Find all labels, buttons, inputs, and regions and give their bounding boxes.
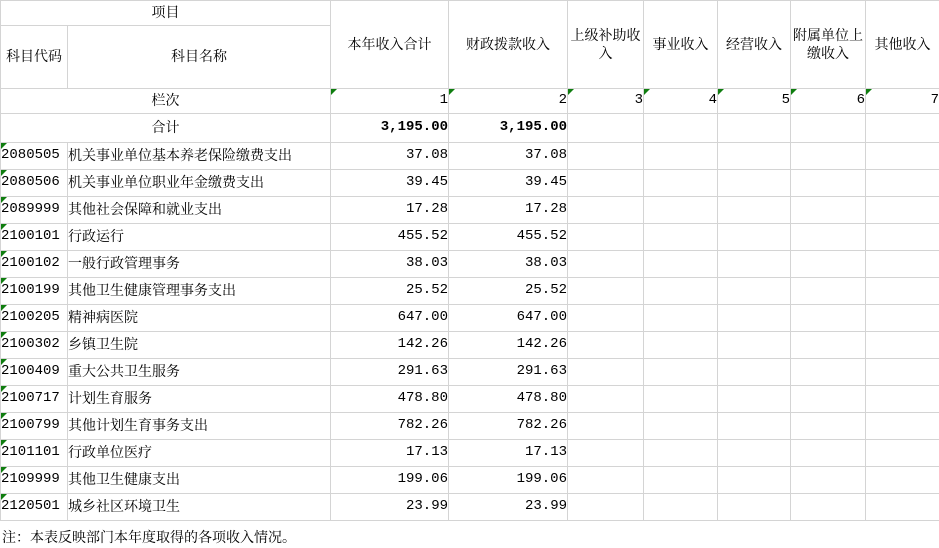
- cell-error-triangle-icon: [331, 89, 337, 95]
- value-cell: 478.80: [449, 386, 568, 413]
- value-cell: [791, 386, 866, 413]
- table-row: [1, 413, 939, 440]
- table-row: [1, 440, 939, 467]
- value-cell: 455.52: [449, 224, 568, 251]
- value-cell: [718, 278, 791, 305]
- value-cell: [568, 170, 644, 197]
- column-header-cell: 附属单位上缴收入: [791, 1, 866, 89]
- total-label-cell: 合计: [1, 114, 331, 143]
- value-cell: 17.28: [331, 197, 449, 224]
- subject-code-cell: 2120501: [1, 494, 68, 521]
- value-cell: 782.26: [449, 413, 568, 440]
- value-cell: [718, 413, 791, 440]
- value-cell: 37.08: [449, 143, 568, 170]
- value-cell: [791, 332, 866, 359]
- table-row: [1, 359, 939, 386]
- value-cell: [791, 197, 866, 224]
- value-cell: [866, 170, 939, 197]
- column-index-row: [1, 89, 939, 114]
- value-cell: 37.08: [331, 143, 449, 170]
- value-cell: [644, 440, 718, 467]
- table-row: [1, 197, 939, 224]
- value-cell: [568, 197, 644, 224]
- value-cell: 291.63: [449, 359, 568, 386]
- value-cell: 199.06: [449, 467, 568, 494]
- value-cell: [568, 440, 644, 467]
- subject-name-cell: 机关事业单位职业年金缴费支出: [68, 170, 331, 197]
- value-cell: [568, 467, 644, 494]
- cell-error-triangle-icon: [449, 89, 455, 95]
- table-row: [1, 386, 939, 413]
- value-cell: [791, 413, 866, 440]
- table-row: [1, 224, 939, 251]
- subject-code-cell: 2100205: [1, 305, 68, 332]
- value-cell: [791, 170, 866, 197]
- table-row: [1, 170, 939, 197]
- column-index-cell: 4: [644, 89, 718, 114]
- subject-code-cell: 2080505: [1, 143, 68, 170]
- column-index-label-cell: 栏次: [1, 89, 331, 114]
- value-cell: 23.99: [449, 494, 568, 521]
- total-value-cell: [718, 114, 791, 143]
- subject-code-cell: 2100102: [1, 251, 68, 278]
- total-value-cell: 3,195.00: [331, 114, 449, 143]
- subject-name-cell: 其他卫生健康支出: [68, 467, 331, 494]
- value-cell: [791, 251, 866, 278]
- value-cell: [791, 494, 866, 521]
- subject-code-cell: 2100101: [1, 224, 68, 251]
- table-row: [1, 278, 939, 305]
- column-index-cell: 7: [866, 89, 939, 114]
- subject-code-cell: 2080506: [1, 170, 68, 197]
- cell-error-triangle-icon: [718, 89, 724, 95]
- subject-name-cell: 行政运行: [68, 224, 331, 251]
- value-cell: 39.45: [449, 170, 568, 197]
- project-header-row: [1, 1, 939, 26]
- project-header-cell: 项目: [1, 1, 331, 26]
- value-cell: [866, 224, 939, 251]
- subject-code-cell: 2109999: [1, 467, 68, 494]
- value-cell: [866, 494, 939, 521]
- total-value-cell: [866, 114, 939, 143]
- value-cell: [866, 305, 939, 332]
- value-cell: 647.00: [331, 305, 449, 332]
- cell-error-triangle-icon: [791, 89, 797, 95]
- table-row: [1, 494, 939, 521]
- value-cell: 25.52: [331, 278, 449, 305]
- subject-name-cell: 重大公共卫生服务: [68, 359, 331, 386]
- value-cell: 455.52: [331, 224, 449, 251]
- value-cell: [866, 278, 939, 305]
- value-cell: [568, 251, 644, 278]
- value-cell: [866, 359, 939, 386]
- value-cell: [866, 413, 939, 440]
- total-value-cell: [568, 114, 644, 143]
- value-cell: [866, 386, 939, 413]
- value-cell: [568, 143, 644, 170]
- value-cell: 647.00: [449, 305, 568, 332]
- value-cell: [644, 359, 718, 386]
- value-cell: [866, 440, 939, 467]
- column-index-cell: 1: [331, 89, 449, 114]
- table-row: [1, 305, 939, 332]
- subject-code-cell: 2100717: [1, 386, 68, 413]
- value-cell: [791, 278, 866, 305]
- total-row: [1, 114, 939, 143]
- value-cell: [718, 170, 791, 197]
- value-cell: [718, 197, 791, 224]
- value-cell: 478.80: [331, 386, 449, 413]
- column-header-cell: 经营收入: [718, 1, 791, 89]
- value-cell: [644, 251, 718, 278]
- subject-code-cell: 2100199: [1, 278, 68, 305]
- value-cell: [568, 332, 644, 359]
- column-header-cell: 财政拨款收入: [449, 1, 568, 89]
- column-index-cell: 3: [568, 89, 644, 114]
- subject-code-cell: 2100302: [1, 332, 68, 359]
- total-value-cell: [791, 114, 866, 143]
- value-cell: [568, 494, 644, 521]
- subject-code-cell: 2100799: [1, 413, 68, 440]
- value-cell: 23.99: [331, 494, 449, 521]
- subject-name-cell: 计划生育服务: [68, 386, 331, 413]
- value-cell: [568, 278, 644, 305]
- value-cell: [568, 359, 644, 386]
- value-cell: 17.28: [449, 197, 568, 224]
- value-cell: [791, 359, 866, 386]
- cell-error-triangle-icon: [568, 89, 574, 95]
- table-row: [1, 467, 939, 494]
- subject-code-cell: 2101101: [1, 440, 68, 467]
- value-cell: [644, 386, 718, 413]
- value-cell: [644, 170, 718, 197]
- subject-name-cell: 机关事业单位基本养老保险缴费支出: [68, 143, 331, 170]
- subject-name-cell: 其他计划生育事务支出: [68, 413, 331, 440]
- value-cell: [644, 413, 718, 440]
- value-cell: 17.13: [331, 440, 449, 467]
- value-cell: [644, 494, 718, 521]
- value-cell: [718, 224, 791, 251]
- value-cell: [791, 305, 866, 332]
- value-cell: 142.26: [331, 332, 449, 359]
- value-cell: 38.03: [449, 251, 568, 278]
- value-cell: [644, 332, 718, 359]
- subject-name-header: 科目名称: [68, 26, 331, 89]
- total-value-cell: [644, 114, 718, 143]
- value-cell: 17.13: [449, 440, 568, 467]
- value-cell: [568, 224, 644, 251]
- subject-name-cell: 行政单位医疗: [68, 440, 331, 467]
- cell-error-triangle-icon: [866, 89, 872, 95]
- value-cell: [644, 467, 718, 494]
- value-cell: [866, 467, 939, 494]
- value-cell: 38.03: [331, 251, 449, 278]
- value-cell: [718, 494, 791, 521]
- value-cell: [791, 143, 866, 170]
- value-cell: [718, 332, 791, 359]
- value-cell: [718, 440, 791, 467]
- value-cell: [791, 440, 866, 467]
- subject-code-header: 科目代码: [1, 26, 68, 89]
- value-cell: [568, 413, 644, 440]
- value-cell: [718, 386, 791, 413]
- total-value-cell: 3,195.00: [449, 114, 568, 143]
- value-cell: [866, 251, 939, 278]
- cell-error-triangle-icon: [644, 89, 650, 95]
- subject-name-cell: 其他社会保障和就业支出: [68, 197, 331, 224]
- value-cell: [568, 305, 644, 332]
- value-cell: 142.26: [449, 332, 568, 359]
- value-cell: [644, 143, 718, 170]
- value-cell: [644, 224, 718, 251]
- value-cell: 782.26: [331, 413, 449, 440]
- value-cell: [791, 467, 866, 494]
- value-cell: [866, 332, 939, 359]
- subject-name-cell: 其他卫生健康管理事务支出: [68, 278, 331, 305]
- value-cell: 25.52: [449, 278, 568, 305]
- value-cell: [866, 197, 939, 224]
- column-index-cell: 5: [718, 89, 791, 114]
- column-header-cell: 事业收入: [644, 1, 718, 89]
- table-row: [1, 332, 939, 359]
- value-cell: 39.45: [331, 170, 449, 197]
- value-cell: 291.63: [331, 359, 449, 386]
- subject-name-cell: 乡镇卫生院: [68, 332, 331, 359]
- subject-code-cell: 2100409: [1, 359, 68, 386]
- value-cell: [866, 143, 939, 170]
- column-index-cell: 6: [791, 89, 866, 114]
- value-cell: [791, 224, 866, 251]
- value-cell: [718, 251, 791, 278]
- value-cell: [644, 305, 718, 332]
- column-header-cell: 上级补助收入: [568, 1, 644, 89]
- value-cell: 199.06: [331, 467, 449, 494]
- subject-name-cell: 精神病医院: [68, 305, 331, 332]
- value-cell: [568, 386, 644, 413]
- value-cell: [718, 143, 791, 170]
- table-body: [1, 114, 939, 521]
- table-row: [1, 143, 939, 170]
- subject-code-cell: 2089999: [1, 197, 68, 224]
- value-cell: [718, 305, 791, 332]
- value-cell: [718, 467, 791, 494]
- column-index-cell: 2: [449, 89, 568, 114]
- subject-name-cell: 一般行政管理事务: [68, 251, 331, 278]
- subject-name-cell: 城乡社区环境卫生: [68, 494, 331, 521]
- column-header-cell: 本年收入合计: [331, 1, 449, 89]
- table-row: [1, 251, 939, 278]
- value-cell: [644, 278, 718, 305]
- column-header-cell: 其他收入: [866, 1, 939, 89]
- value-cell: [644, 197, 718, 224]
- value-cell: [718, 359, 791, 386]
- table-note: 注：本表反映部门本年度取得的各项收入情况。: [0, 521, 939, 548]
